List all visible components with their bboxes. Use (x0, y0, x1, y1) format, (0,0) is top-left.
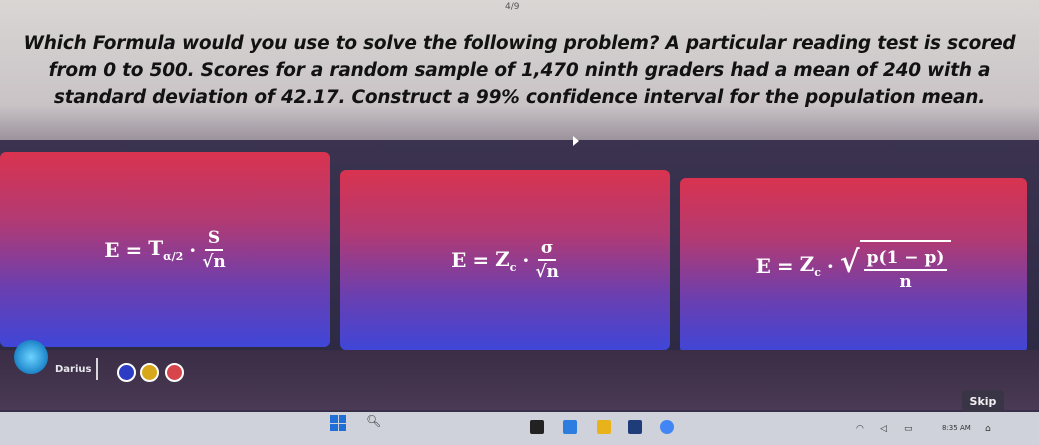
square-root (840, 240, 952, 292)
player-name: Darius (55, 364, 92, 375)
volume-icon[interactable]: ◁ (880, 424, 887, 434)
multiply-dot: · (826, 253, 834, 278)
formula-a (104, 228, 226, 272)
fraction-numerator: σ (538, 238, 557, 261)
divider (96, 358, 98, 380)
fraction-denominator: √n (535, 262, 559, 282)
formula-lhs: E (755, 253, 771, 278)
fraction-numerator: p(1 − p) (864, 248, 948, 271)
answer-choice-b[interactable] (340, 170, 670, 350)
mouse-cursor-icon (573, 136, 579, 146)
radical-icon: √ (839, 244, 860, 280)
fraction (864, 248, 948, 292)
wifi-icon[interactable]: ◠ (856, 424, 864, 434)
folder-icon[interactable] (597, 420, 611, 434)
critical-value: $T_{\alpha/2}$ (148, 236, 184, 263)
fraction-denominator: √n (202, 251, 226, 272)
critical-value: $Z_c$ (799, 252, 821, 279)
taskbar-app-icon[interactable] (530, 420, 544, 434)
taskbar-clock[interactable]: 8:35 AM (942, 424, 971, 432)
player-bar (0, 350, 1039, 410)
powerup-2-icon[interactable] (140, 363, 159, 382)
taskbar-app-icon[interactable] (563, 420, 577, 434)
formula-lhs: E (104, 237, 120, 262)
formula-equals: = (125, 237, 143, 262)
answer-choice-a[interactable] (0, 152, 330, 347)
formula-lhs: E (451, 248, 467, 272)
formula-b (451, 238, 559, 282)
multiply-dot: · (189, 237, 197, 262)
fraction-denominator: n (899, 271, 912, 292)
notification-icon[interactable]: ⌂ (985, 424, 991, 434)
taskbar-app-icon[interactable] (628, 420, 642, 434)
question-text: Which Formula would you use to solve the following problem? A particular reading test is scored from 0 to 500. Scores for a random sample of 1,470 ninth graders had a mean of 240 with a standard deviation of 42.17. Construct a 99% confidence interval for the population mean. (23, 33, 1016, 108)
answer-choice-c[interactable] (680, 178, 1027, 353)
question-counter: 4/9 (505, 2, 520, 12)
battery-icon[interactable]: ▭ (904, 424, 913, 434)
fraction (535, 238, 559, 282)
chrome-icon[interactable] (660, 420, 674, 434)
skip-button[interactable]: Skip (962, 390, 1004, 412)
search-icon[interactable]: 🔍︎ (366, 414, 382, 428)
critical-value: $Z_c$ (495, 246, 517, 274)
multiply-dot: · (522, 248, 530, 272)
player-avatar (14, 340, 48, 374)
formula-c (756, 240, 952, 292)
formula-equals: = (472, 248, 490, 272)
fraction (202, 228, 226, 272)
fraction-numerator: S (205, 228, 223, 251)
formula-equals: = (776, 253, 794, 278)
powerup-3-icon[interactable] (165, 363, 184, 382)
windows-start-icon[interactable] (330, 415, 346, 431)
powerup-1-icon[interactable] (117, 363, 136, 382)
